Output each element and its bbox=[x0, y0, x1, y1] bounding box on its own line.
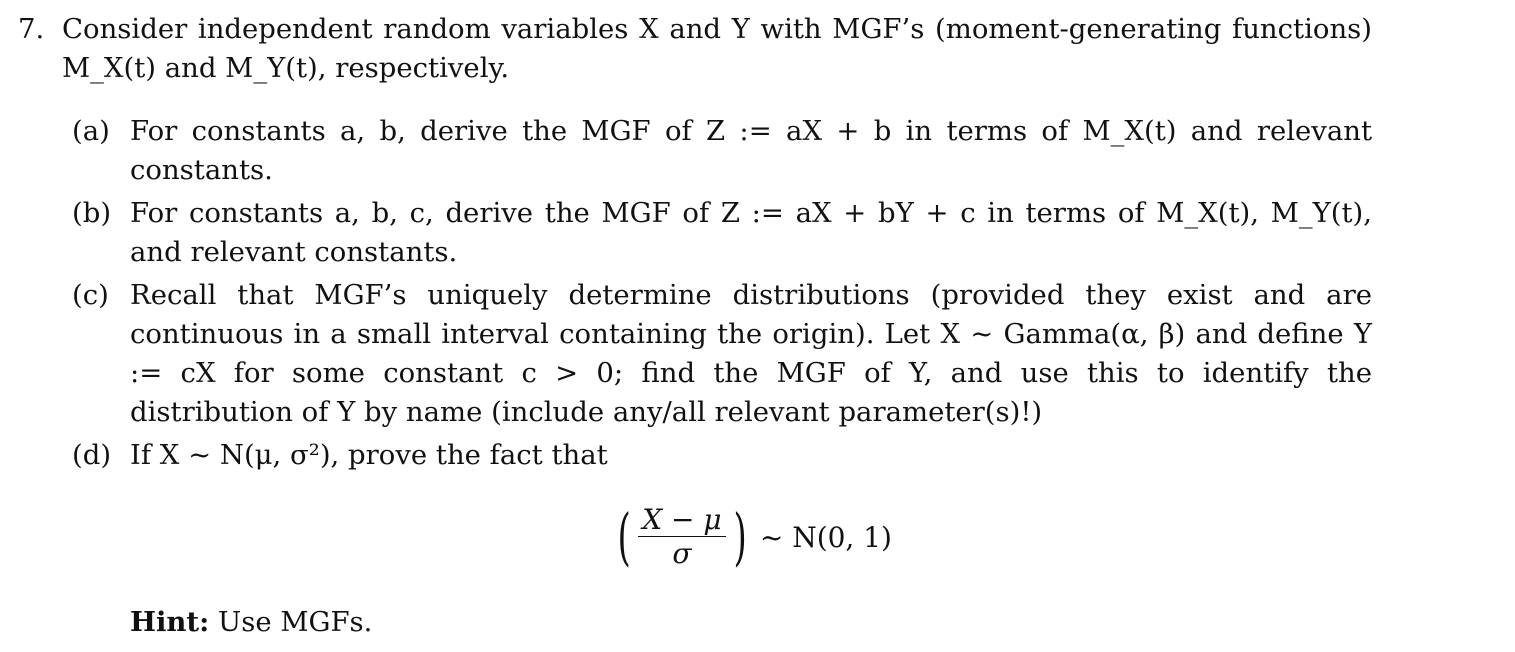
part-c-text: Recall that MGF’s uniquely determine distributions (provided they exist and are continuous in a small interval containing the origin). Let X ~ Gamma(α, β) and define Y := cX for some constant c > 0; find the MGF of Y, and use this to identify the distribution of Y by name (include any/all relevant parameter(s)!) bbox=[130, 279, 1372, 428]
part-d-text: If X ~ N(μ, σ²), prove the fact that bbox=[130, 439, 608, 471]
equation bbox=[612, 497, 892, 577]
display-equation bbox=[72, 497, 1372, 577]
part-b-text: For constants a, b, c, derive the MGF of Z := aX + bY + c in terms of M_X(t), M_Y(t), and relevant constants. bbox=[130, 197, 1372, 268]
hint-label: Hint: bbox=[130, 606, 210, 638]
part-a bbox=[72, 112, 1372, 190]
problem-7 bbox=[18, 10, 1498, 577]
left-paren: ( bbox=[617, 500, 631, 573]
right-paren: ) bbox=[733, 500, 747, 573]
fraction-denominator: σ bbox=[672, 536, 692, 570]
fraction bbox=[638, 504, 725, 571]
part-b bbox=[72, 194, 1372, 272]
part-a-label: (a) bbox=[72, 115, 110, 147]
hint-text: Use MGFs. bbox=[218, 606, 373, 638]
part-a-text: For constants a, b, derive the MGF of Z := aX + b in terms of M_X(t) and relevant constants. bbox=[130, 115, 1372, 186]
problem-parts bbox=[72, 112, 1372, 475]
fraction-numerator: X − μ bbox=[638, 504, 725, 537]
problem-intro-text: Consider independent random variables X and Y with MGF’s (moment-generating functions) M_X(t) and M_Y(t), respectively. bbox=[62, 13, 1372, 84]
part-b-label: (b) bbox=[72, 197, 112, 229]
part-c bbox=[72, 276, 1372, 432]
part-d-label: (d) bbox=[72, 439, 112, 471]
problem-number: 7. bbox=[18, 13, 45, 45]
part-c-label: (c) bbox=[72, 279, 109, 311]
equation-rhs: ~ N(0, 1) bbox=[759, 520, 892, 554]
part-d bbox=[72, 436, 1372, 475]
hint bbox=[130, 603, 372, 642]
problem-intro bbox=[18, 10, 1498, 88]
